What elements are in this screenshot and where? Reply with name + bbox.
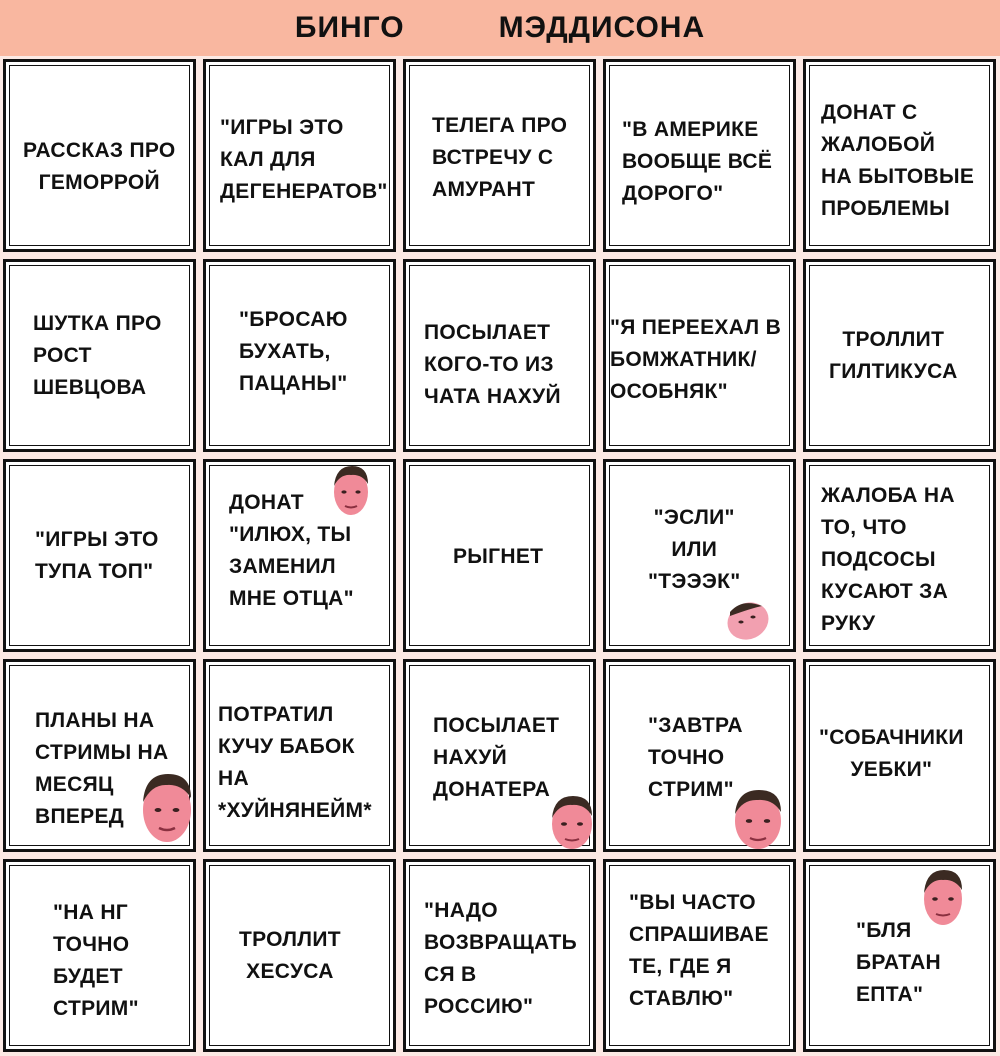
bingo-cell[interactable] xyxy=(203,459,396,652)
bingo-cell[interactable] xyxy=(803,459,996,652)
bingo-cell[interactable] xyxy=(803,659,996,852)
face-sticker-icon xyxy=(330,462,372,518)
cell-label: ЖАЛОБА НА ТО, ЧТО ПОДСОСЫ КУСАЮТ ЗА РУКУ xyxy=(821,484,955,635)
bingo-cell[interactable] xyxy=(403,59,596,252)
bingo-cell[interactable] xyxy=(803,859,996,1052)
cell-label: "СОБАЧНИКИ УЕБКИ" xyxy=(819,726,964,781)
cell-label: РАССКАЗ ПРО ГЕМОРРОЙ xyxy=(23,139,176,194)
bingo-cell[interactable] xyxy=(603,859,796,1052)
cell-label: "ИГРЫ ЭТО ТУПА ТОП" xyxy=(35,528,159,583)
cell-label: "ИГРЫ ЭТО КАЛ ДЛЯ ДЕГЕНЕРАТОВ" xyxy=(220,116,388,203)
bingo-cell[interactable] xyxy=(803,259,996,452)
cell-label: ТРОЛЛИТ ХЕСУСА xyxy=(239,928,341,983)
face-sticker-icon xyxy=(138,768,196,846)
face-sticker-icon xyxy=(730,786,786,852)
cell-label: РЫГНЕТ xyxy=(453,545,544,568)
bingo-title: БИНГО МЭДДИСОНА xyxy=(294,11,706,44)
face-sticker-icon xyxy=(920,866,966,928)
bingo-cell[interactable] xyxy=(3,859,196,1052)
cell-label: "ЗАВТРА ТОЧНО СТРИМ" xyxy=(648,714,743,801)
bingo-cell[interactable] xyxy=(403,659,596,852)
bingo-cell[interactable] xyxy=(603,259,796,452)
cell-label: ПОСЫЛАЕТ КОГО-ТО ИЗ ЧАТА НАХУЙ xyxy=(424,321,561,408)
bingo-cell[interactable] xyxy=(203,259,396,452)
bingo-cell[interactable] xyxy=(3,459,196,652)
face-sticker-icon xyxy=(724,596,772,644)
bingo-cell[interactable] xyxy=(403,459,596,652)
cell-label: ПОТРАТИЛ КУЧУ БАБОК НА *ХУЙНЯНЕЙМ* xyxy=(218,703,372,822)
bingo-board xyxy=(0,56,1000,1056)
cell-label: "ВЫ ЧАСТО СПРАШИВАЕ ТЕ, ГДЕ Я СТАВЛЮ" xyxy=(629,891,769,1010)
cell-label: "ЭСЛИ" ИЛИ "ТЭЭЭК" xyxy=(648,506,741,593)
bingo-cell[interactable] xyxy=(603,59,796,252)
bingo-cell[interactable] xyxy=(203,59,396,252)
bingo-cell[interactable] xyxy=(603,459,796,652)
cell-label: "НАДО ВОЗВРАЩАТЬ СЯ В РОССИЮ" xyxy=(424,899,578,1018)
bingo-cell[interactable] xyxy=(403,259,596,452)
bingo-cell[interactable] xyxy=(203,659,396,852)
bingo-cell[interactable] xyxy=(203,859,396,1052)
bingo-cell[interactable] xyxy=(403,859,596,1052)
face-sticker-icon xyxy=(548,792,596,852)
cell-label: ПЛАНЫ НА СТРИМЫ НА МЕСЯЦ ВПЕРЕД xyxy=(35,709,169,828)
cell-label: ШУТКА ПРО РОСТ ШЕВЦОВА xyxy=(33,312,162,399)
bingo-cell[interactable] xyxy=(3,59,196,252)
title-bar xyxy=(0,0,1000,56)
cell-label: ПОСЫЛАЕТ НАХУЙ ДОНАТЕРА xyxy=(433,714,560,801)
bingo-cell[interactable] xyxy=(603,659,796,852)
cell-label: ДОНАТ "ИЛЮХ, ТЫ ЗАМЕНИЛ МНЕ ОТЦА" xyxy=(229,491,354,610)
cell-label: "Я ПЕРЕЕХАЛ В БОМЖАТНИК/ ОСОБНЯК" xyxy=(610,316,782,403)
bingo-cell[interactable] xyxy=(3,259,196,452)
cell-label: "НА НГ ТОЧНО БУДЕТ СТРИМ" xyxy=(53,901,139,1020)
cell-label: "В АМЕРИКЕ ВООБЩЕ ВСЁ ДОРОГО" xyxy=(622,118,773,205)
cell-label: ТЕЛЕГА ПРО ВСТРЕЧУ С АМУРАНТ xyxy=(432,114,568,201)
bingo-cell[interactable] xyxy=(803,59,996,252)
cell-label: ТРОЛЛИТ ГИЛТИКУСА xyxy=(829,328,958,383)
cell-label: "БЛЯ БРАТАН ЕПТА" xyxy=(856,919,942,1006)
cell-label: "БРОСАЮ БУХАТЬ, ПАЦАНЫ" xyxy=(239,308,348,395)
bingo-cell[interactable] xyxy=(3,659,196,852)
cell-label: ДОНАТ С ЖАЛОБОЙ НА БЫТОВЫЕ ПРОБЛЕМЫ xyxy=(821,101,975,220)
